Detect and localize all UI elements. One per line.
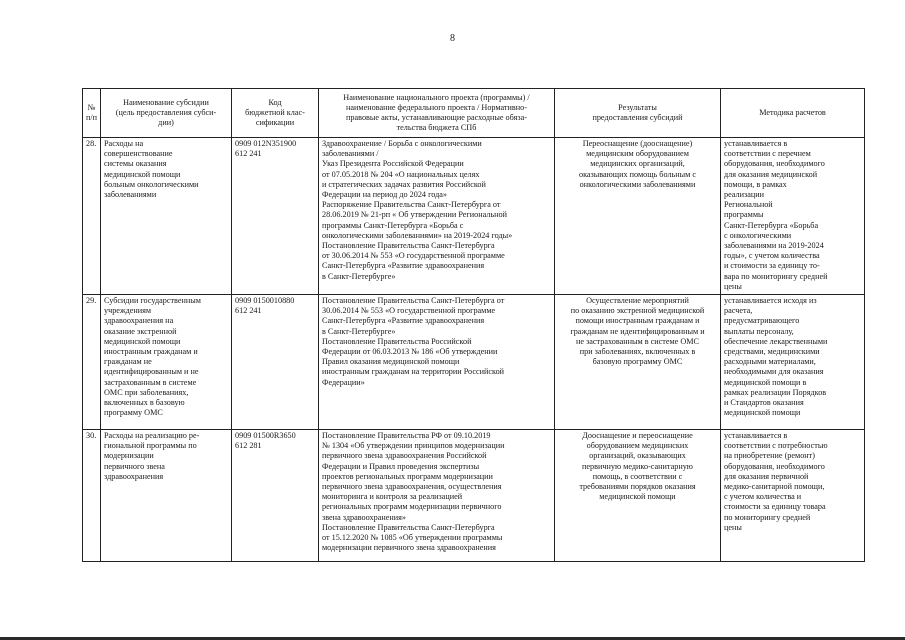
cell-results: [555, 295, 721, 430]
text-line: сификации: [255, 118, 295, 128]
text-line: Постановление Правительства Российской: [322, 336, 472, 346]
cell-method: [721, 295, 865, 430]
text-line: № 1304 «Об утверждении принципов модернизации: [322, 441, 505, 451]
text-line: Результаты: [618, 102, 657, 112]
page-number: 8: [450, 33, 455, 44]
text-line: 28.06.2019 № 21-рп « Об утверждении Региональной: [322, 210, 507, 220]
text-line: наименование федерального проекта / Нормативно-: [346, 102, 527, 112]
table-row: [83, 430, 865, 562]
text-line: и Стандартов оказания: [724, 398, 804, 408]
text-line: модернизации первичного звена здравоохранения: [322, 543, 496, 553]
text-line: от 07.05.2018 № 204 «О национальных целях: [322, 169, 480, 179]
text-line: оказывающих помощь больным с: [578, 169, 697, 179]
text-line: в Санкт-Петербурге»: [322, 326, 396, 336]
text-line: медицинской помощи: [599, 492, 676, 502]
text-line: устанавливается в: [724, 139, 788, 148]
text-line: Постановление Правительства Санкт-Петербурга от: [322, 296, 505, 305]
text-line: стоимости за единицу товара: [724, 502, 826, 512]
text-line: не застрахованным в системе ОМС: [575, 336, 700, 346]
cell-results: [555, 430, 721, 562]
text-line: иностранным гражданам на территории Российской: [322, 367, 505, 377]
table-row: [83, 138, 865, 295]
text-line: по мониторингу средней: [724, 512, 811, 522]
cell-legal-acts: [319, 295, 555, 430]
text-line: расходными материалами,: [724, 357, 816, 367]
text-line: для оказания медицинской: [724, 169, 818, 179]
col-method-header: [721, 89, 865, 138]
text-line: застрахованным в системе: [104, 377, 197, 387]
text-line: Федерации»: [322, 377, 365, 387]
col-results-header: [555, 89, 721, 138]
cell-subsidy-name: [101, 138, 232, 295]
text-line: оборудованием медицинских: [586, 441, 689, 451]
text-line: проектов региональных программ модернизации: [322, 471, 493, 481]
text-line: онкологическими заболеваниями: [579, 179, 696, 189]
text-line: первичного звена: [104, 461, 165, 471]
text-line: правовые акты, устанавливающие расходные обяза-: [346, 113, 527, 122]
text-line: Дооснащение и переоснащение: [582, 431, 693, 440]
text-line: 30.06.2014 № 553 «О государственной программе: [322, 306, 496, 316]
text-line: включенных в базовую: [104, 398, 185, 408]
text-line: соответствии с потребностью: [724, 441, 828, 451]
text-line: здравоохранения на: [104, 316, 174, 326]
text-line: рамках реализации Порядков: [724, 387, 827, 397]
text-line: Санкт-Петербурга «Развитие здравоохранения: [322, 261, 485, 271]
text-line: реализации: [724, 190, 765, 200]
text-line: при заболеваниях, включенных в: [579, 347, 696, 357]
text-line: на приобретение (ремонт): [724, 451, 815, 461]
text-line: 612 241: [235, 149, 262, 159]
text-line: гражданам не идентифицированным и: [570, 326, 705, 336]
text-line: иностранным гражданам и: [104, 347, 198, 357]
text-line: медицинским оборудованием: [586, 149, 689, 159]
text-line: программу ОМС: [104, 408, 163, 418]
text-line: выплаты персоналу,: [724, 326, 794, 336]
text-line: Постановление Правительства Санкт-Петербурга: [322, 241, 495, 251]
text-line: №: [87, 102, 96, 112]
text-line: заболеваниями: [104, 190, 157, 200]
text-line: цены: [724, 522, 742, 532]
col-number-header: [83, 89, 101, 138]
text-line: первичного звена здравоохранения, осуществления: [322, 482, 502, 492]
text-line: Расходы на реализацию ре-: [104, 431, 200, 440]
text-line: Методика расчетов: [759, 107, 826, 117]
text-line: предусматривающего: [724, 316, 800, 326]
text-line: организаций, оказывающих: [589, 451, 686, 461]
col-subsidy-name-header: [101, 89, 232, 138]
text-line: онкологическими заболеваниями» на 2019-2024 годы»: [322, 230, 513, 240]
cell-results: [555, 138, 721, 295]
header-row: [83, 89, 865, 138]
text-line: оборудования, необходимого: [724, 461, 825, 471]
text-line: звена здравоохранения»: [322, 512, 406, 522]
text-line: 0909 0150010880: [235, 296, 295, 305]
text-line: и стоимости за единицу то-: [724, 261, 820, 271]
text-line: годы», с учетом количества: [724, 251, 820, 261]
text-line: базовую программу ОМС: [592, 357, 683, 367]
text-line: по оказанию экстренной медицинской: [570, 306, 705, 316]
text-line: больным онкологическими: [104, 179, 199, 189]
text-line: медицинской помощи: [724, 408, 801, 418]
cell-legal-acts: [319, 138, 555, 295]
text-line: требованиями порядков оказания: [579, 482, 696, 492]
cell-number: 29.: [83, 295, 101, 430]
text-line: Санкт-Петербурга «Борьба: [724, 220, 819, 230]
text-line: Федерации на период до 2024 года»: [322, 190, 447, 200]
text-line: программы Санкт-Петербурга «Борьба с: [322, 220, 464, 230]
text-line: здравоохранения: [104, 471, 164, 481]
text-line: необходимыми для оказания: [724, 367, 824, 377]
text-line: тельства бюджета СПб: [396, 123, 477, 133]
cell-number: 30.: [83, 430, 101, 562]
text-line: с онкологическими: [724, 230, 792, 240]
text-line: Субсидии государственным: [104, 296, 201, 305]
cell-subsidy-name: [101, 295, 232, 430]
cell-budget-code: [232, 295, 319, 430]
text-line: цены: [724, 281, 742, 291]
text-line: вара по мониторингу средней: [724, 271, 828, 281]
text-line: 0909 01500R3650: [235, 431, 296, 440]
text-line: региональных программ модернизации первичного: [322, 502, 502, 512]
text-line: Здравоохранение / Борьба с онкологическими: [322, 139, 482, 148]
text-line: 612 241: [235, 306, 262, 316]
text-line: гражданам не: [104, 357, 152, 367]
text-line: Код: [268, 97, 282, 107]
col-acts-header: [319, 89, 555, 138]
text-line: Наименование национального проекта (программы) /: [343, 92, 530, 102]
cell-number: 28.: [83, 138, 101, 295]
cell-budget-code: [232, 430, 319, 562]
text-line: 0909 012N351900: [235, 139, 297, 148]
text-line: медико-санитарной помощи,: [724, 482, 825, 492]
text-line: от 30.06.2014 № 553 «О государственной программе: [322, 251, 505, 261]
text-line: Переоснащение (дооснащение): [582, 139, 693, 148]
text-line: Санкт-Петербурга «Развитие здравоохранения: [322, 316, 485, 326]
text-line: устанавливается в: [724, 431, 788, 440]
text-line: заболеваниями на 2019-2024: [724, 241, 824, 251]
text-line: расчета,: [724, 306, 753, 316]
text-line: учреждениям: [104, 306, 152, 316]
text-line: мониторинга и контроля за реализацией: [322, 492, 463, 502]
text-line: и стратегических задачах развития Российской: [322, 179, 486, 189]
text-line: для оказания первичной: [724, 471, 809, 481]
text-line: системы оказания: [104, 159, 167, 169]
cell-method: [721, 138, 865, 295]
table-row: [83, 295, 865, 430]
text-line: предоставления субсидий: [592, 113, 683, 122]
text-line: Постановление Правительства РФ от 09.10.2019: [322, 431, 491, 440]
cell-legal-acts: [319, 430, 555, 562]
text-line: п/п: [86, 113, 98, 122]
text-line: Правил оказания медицинской помощи: [322, 357, 460, 367]
text-line: (цель предоставления субси-: [115, 107, 217, 117]
text-line: идентифицированным и не: [104, 367, 199, 377]
cell-subsidy-name: [101, 430, 232, 562]
text-line: ОМС при заболеваниях,: [104, 387, 189, 397]
text-line: заболеваниями /: [322, 149, 379, 159]
text-line: бюджетной клас-: [245, 107, 305, 117]
text-line: первичную медико-санитарную: [582, 461, 693, 471]
text-line: средствами, медицинскими: [724, 347, 820, 357]
cell-method: [721, 430, 865, 562]
text-line: от 15.12.2020 № 1085 «Об утверждении программы: [322, 533, 503, 543]
text-line: Осуществление мероприятий: [586, 296, 689, 305]
text-line: медицинских организаций,: [590, 159, 685, 169]
text-line: устанавливается исходя из: [724, 296, 817, 305]
text-line: оказание экстренной: [104, 326, 177, 336]
text-line: 612 281: [235, 441, 262, 451]
text-line: Расходы на: [104, 139, 144, 148]
text-line: совершенствование: [104, 149, 173, 159]
text-line: Наименование субсидии: [123, 97, 209, 107]
text-line: помощи, в рамках: [724, 179, 787, 189]
text-line: Федерации от 06.03.2013 № 186 «Об утверждении: [322, 347, 498, 357]
text-line: соответствии с перечнем: [724, 149, 811, 159]
text-line: в Санкт-Петербурге»: [322, 271, 396, 281]
col-code-header: [232, 89, 319, 138]
text-line: помощь, в соответствии с: [592, 471, 683, 481]
cell-budget-code: [232, 138, 319, 295]
text-line: программы: [724, 210, 764, 220]
text-line: гиональной программы по: [104, 441, 197, 451]
text-line: Указ Президента Российской Федерации: [322, 159, 464, 169]
subsidies-table: [82, 88, 865, 562]
text-line: обеспечение лекарственными: [724, 336, 828, 346]
text-line: дии): [158, 118, 174, 128]
text-line: модернизации: [104, 451, 154, 461]
text-line: первичного звена здравоохранения Российской: [322, 451, 487, 461]
text-line: медицинской помощи: [104, 169, 181, 179]
text-line: медицинской помощи в: [724, 377, 807, 387]
text-line: Постановление Правительства Санкт-Петербурга: [322, 522, 495, 532]
text-line: с учетом количества и: [724, 492, 802, 502]
text-line: Региональной: [724, 200, 773, 210]
text-line: помощи иностранным гражданам и: [575, 316, 700, 326]
text-line: оборудования, необходимого: [724, 159, 825, 169]
text-line: Распоряжение Правительства Санкт-Петербурга от: [322, 200, 501, 210]
text-line: Федерации и Правил проведения экспертизы: [322, 461, 480, 471]
text-line: медицинской помощи: [104, 336, 181, 346]
